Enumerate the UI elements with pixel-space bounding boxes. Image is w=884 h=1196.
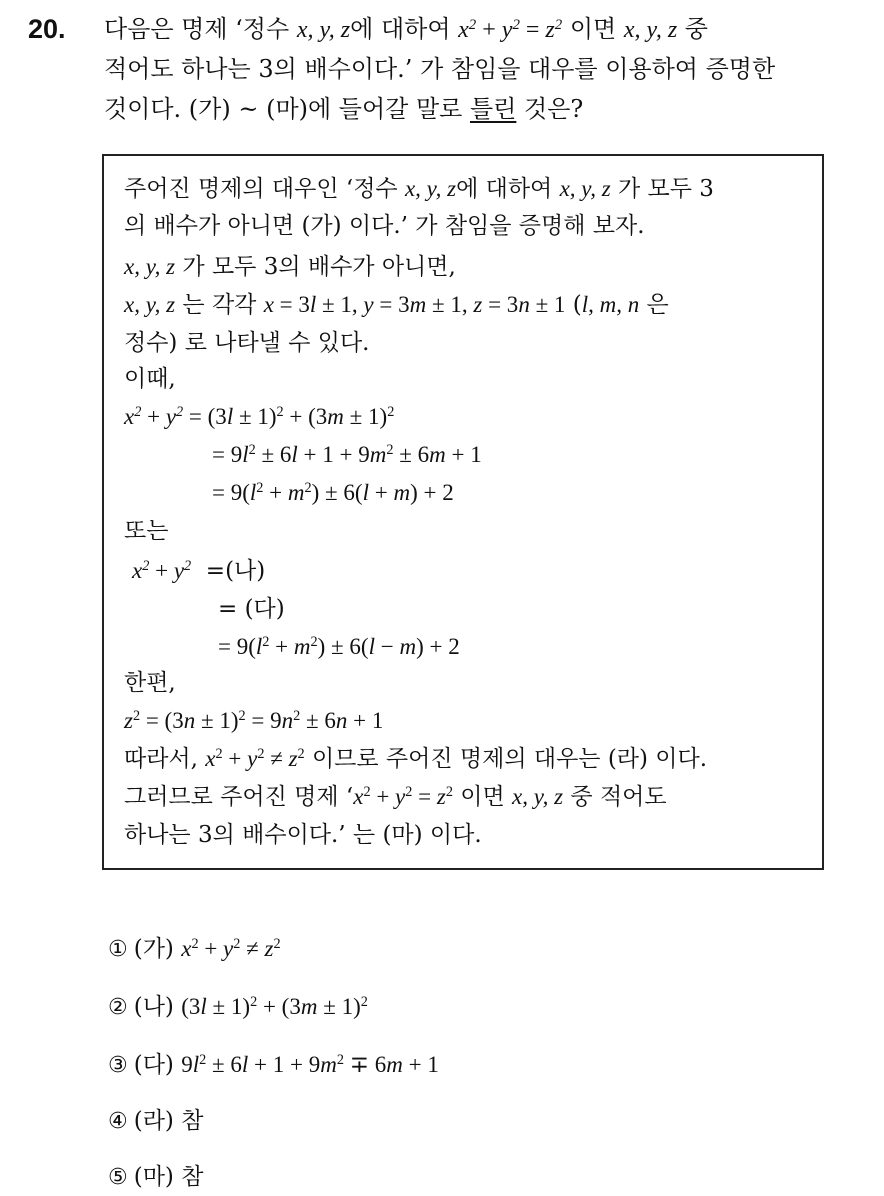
choice-3[interactable]: ③ (다) $9l^2 \pm 6l + 1 + 9m^2 \mp 6m + 1$ bbox=[108, 1052, 439, 1078]
proof-line-therefore: 따라서, $x^2 + y^2 \ne z^2$ 이므로 주어진 명제의 대우는 (라) 이다. bbox=[124, 746, 708, 772]
proof-eq-1: $x^2 + y^2 = (3l \pm 1)^2 + (3m \pm 1)^2$ bbox=[124, 404, 395, 429]
proof-line-3: x, y, z 가 모두 3의 배수가 아니면, bbox=[124, 254, 456, 280]
choice-1[interactable]: ① (가) $x^2 + y^2 \ne z^2$ bbox=[108, 936, 281, 962]
proof-eq-5: = (다) bbox=[218, 596, 285, 622]
proof-line-last: 하나는 3의 배수이다.’ 는 (마) 이다. bbox=[124, 822, 482, 848]
question-line-3: 것이다. (가) ~ (마)에 들어갈 말로 틀린 것은? bbox=[104, 95, 584, 123]
proof-line-6: 이때, bbox=[124, 366, 176, 392]
proof-eq-3: = $9(l^2 + m^2) \pm 6(l + m) + 2$ bbox=[212, 480, 454, 505]
choice-4[interactable]: ④ (라) 참 bbox=[108, 1108, 204, 1134]
proof-line-1: 주어진 명제의 대우인 ‘정수 x, y, z에 대하여 x, y, z 가 모두 3 bbox=[124, 176, 714, 202]
proof-line-5: 정수) 로 나타낼 수 있다. bbox=[124, 330, 370, 356]
proof-eq-6: = $9(l^2 + m^2) \pm 6(l - m) + 2$ bbox=[218, 634, 460, 659]
proof-eq-4: $x^2 + y^2$ =(나) bbox=[132, 558, 266, 584]
proof-line-hence: 그러므로 주어진 명제 ‘$x^2 + y^2 = z^2$ 이면 x, y, z 중 적어도 bbox=[124, 784, 667, 810]
question-line-2: 적어도 하나는 3의 배수이다.’ 가 참임을 대우를 이용하여 증명한 bbox=[104, 55, 776, 83]
proof-eq-2: = $9l^2 \pm 6l + 1 + 9m^2 \pm 6m + 1$ bbox=[212, 442, 482, 467]
underlined-word: 틀린 bbox=[470, 95, 517, 123]
proof-line-2: 의 배수가 아니면 (가) 이다.’ 가 참임을 증명해 보자. bbox=[124, 213, 645, 239]
proof-line-meanwhile: 한편, bbox=[124, 670, 176, 696]
equation-pythagorean: $x^2 + y^2 = z^2$ bbox=[458, 16, 563, 43]
proof-line-4: x, y, z 는 각각 x = 3l ± 1, y = 3m ± 1, z = 3n ± 1 (l, m, n 은 bbox=[124, 292, 669, 318]
question-line-1: 다음은 명제 ‘정수 x, y, z에 대하여 $x^2 + y^2 = z^2$ 이면 x, y, z 중 bbox=[104, 15, 708, 43]
question-number: 20. bbox=[28, 14, 66, 44]
choice-5[interactable]: ⑤ (마) 참 bbox=[108, 1164, 204, 1190]
proof-eq-7: $z^2 = (3n \pm 1)^2 = 9n^2 \pm 6n + 1$ bbox=[124, 708, 384, 733]
proof-line-or: 또는 bbox=[124, 518, 169, 544]
choice-2[interactable]: ② (나) $(3l \pm 1)^2 + (3m \pm 1)^2$ bbox=[108, 994, 368, 1020]
